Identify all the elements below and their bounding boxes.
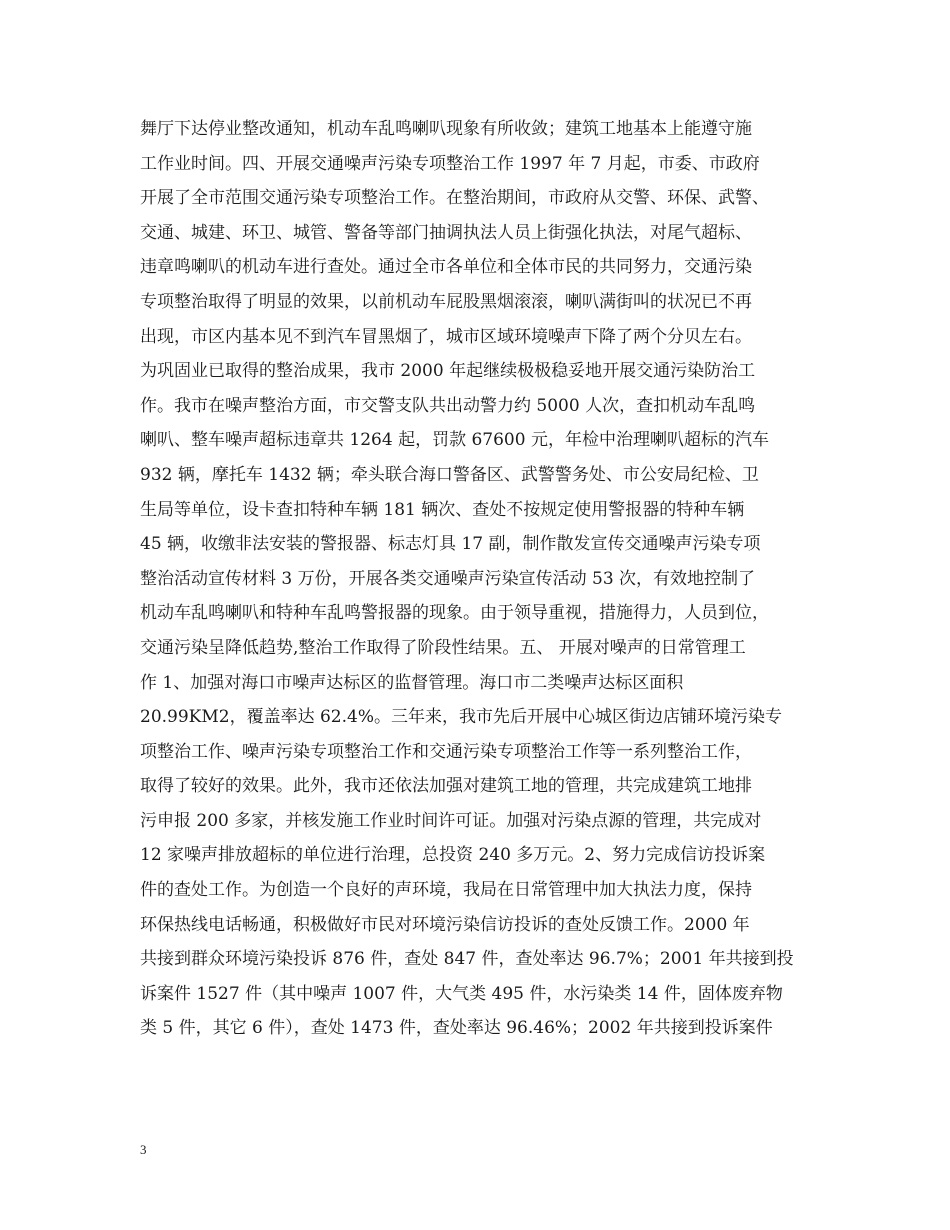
body-text: [140, 112, 830, 1046]
text-line: 类 5 件，其它 6 件），查处 1473 件，查处率达 96.46%；2002 年共接到投诉案件: [140, 1018, 773, 1039]
text-line: 喇叭、整车噪声超标违章共 1264 起，罚款 67600 元，年检中治理喇叭超标的汽车: [140, 430, 769, 451]
text-line: 环保热线电话畅通，积极做好市民对环境污染信访投诉的查处反馈工作。2000 年: [140, 914, 750, 935]
text-line: 20.99KM2，覆盖率达 62.4%。三年来，我市先后开展中心城区街边店铺环境污染专: [140, 707, 782, 728]
text-line: 为巩固业已取得的整治成果，我市 2000 年起继续极极稳妥地开展交通污染防治工: [140, 361, 756, 382]
text-line: 项整治工作、噪声污染专项整治工作和交通污染专项整治工作等一系列整治工作，: [140, 741, 752, 762]
text-line: 出现，市区内基本见不到汽车冒黑烟了，城市区域环境噪声下降了两个分贝左右。: [140, 326, 752, 347]
text-line: 45 辆，收缴非法安装的警报器、标志灯具 17 副，制作散发宣传交通噪声污染专项: [140, 534, 761, 555]
page-number: 3: [140, 1142, 147, 1157]
text-line: 生局等单位，设卡查扣特种车辆 181 辆次、查处不按规定使用警报器的特种车辆: [140, 499, 745, 520]
text-line: 违章鸣喇叭的机动车进行查处。通过全市各单位和全体市民的共同努力，交通污染: [140, 257, 752, 278]
text-line: 交通、城建、环卫、城管、警备等部门抽调执法人员上街强化执法，对尾气超标、: [140, 222, 752, 243]
text-line: 932 辆，摩托车 1432 辆；牵头联合海口警备区、武警警务处、市公安局纪检、卫: [140, 464, 759, 485]
text-line: 舞厅下达停业整改通知，机动车乱鸣喇叭现象有所收敛；建筑工地基本上能遵守施: [140, 119, 752, 139]
text-line: 开展了全市范围交通污染专项整治工作。在整治期间，市政府从交警、环保、武警、: [140, 188, 769, 209]
text-line: 取得了较好的效果。此外，我市还依法加强对建筑工地的管理，共完成建筑工地排: [140, 776, 752, 797]
text-line: 整治活动宣传材料 3 万份，开展各类交通噪声污染宣传活动 53 次，有效地控制了: [140, 568, 756, 589]
text-line: 共接到群众环境污染投诉 876 件，查处 847 件，查处率达 96.7%；2001 年共接到投: [140, 949, 794, 970]
text-line: 件的查处工作。为创造一个良好的声环境，我局在日常管理中加大执法力度，保持: [140, 880, 752, 901]
text-line: 作。我市在噪声整治方面，市交警支队共出动警力约 5000 人次，查扣机动车乱鸣: [140, 395, 756, 416]
text-line: 作 1、加强对海口市噪声达标区的监督管理。海口市二类噪声达标区面积: [140, 672, 684, 693]
text-line: 专项整治取得了明显的效果，以前机动车屁股黑烟滚滚，喇叭满街叫的状况已不再: [140, 291, 752, 312]
text-line: 工作业时间。四、开展交通噪声污染专项整治工作 1997 年 7 月起，市委、市政府: [140, 153, 760, 174]
text-line: 机动车乱鸣喇叭和特种车乱鸣警报器的现象。由于领导重视，措施得力，人员到位，: [140, 603, 769, 624]
text-line: 诉案件 1527 件（其中噪声 1007 件，大气类 495 件，水污染类 14 件，固体废弃物: [140, 983, 783, 1004]
text-line: 污申报 200 多家，并核发施工作业时间许可证。加强对污染点源的管理，共完成对: [140, 810, 762, 831]
text-line: 12 家噪声排放超标的单位进行治理，总投资 240 多万元。2、努力完成信访投诉案: [140, 845, 766, 866]
text-line: 交通污染呈降低趋势,整治工作取得了阶段性结果。五、 开展对噪声的日常管理工: [140, 637, 746, 658]
